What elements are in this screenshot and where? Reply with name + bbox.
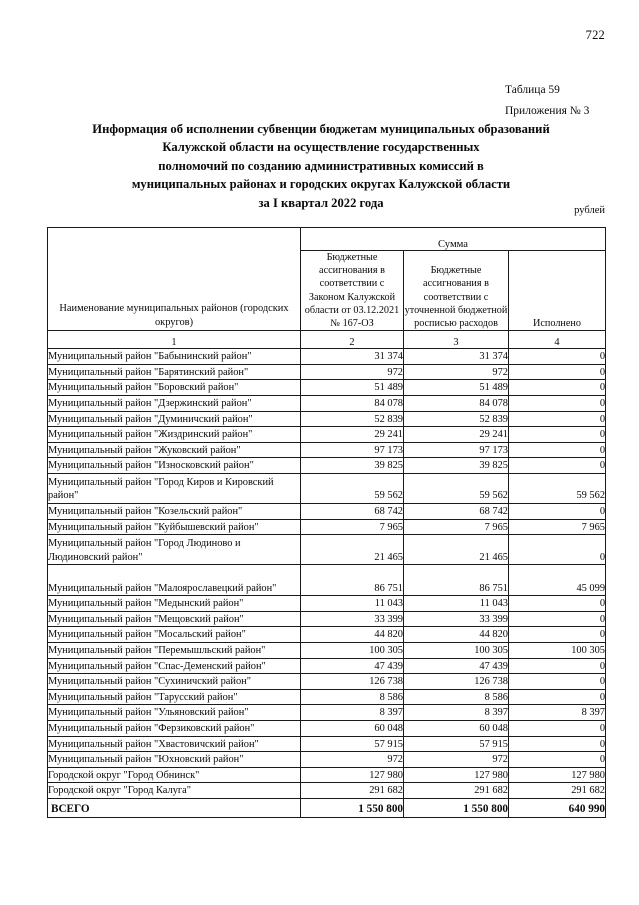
table-body: [48, 349, 606, 818]
cell-value-col-4: 0: [509, 736, 606, 752]
table-head: [48, 228, 606, 349]
cell-value-col-4: 0: [509, 674, 606, 690]
table-row: [48, 642, 606, 658]
header-col-4: Исполнено: [509, 251, 606, 331]
cell-value-col-3: 33 399: [404, 611, 509, 627]
table-row: [48, 736, 606, 752]
cell-value-col-3: 51 489: [404, 380, 509, 396]
cell-value-col-3: 57 915: [404, 736, 509, 752]
cell-value-col-3: 100 305: [404, 642, 509, 658]
cell-value-col-2: 44 820: [301, 627, 404, 643]
cell-value-col-2: 47 439: [301, 658, 404, 674]
title-line-4: муниципальных районах и городских округах Калужской области: [131, 177, 511, 192]
cell-value-col-3: 52 839: [404, 411, 509, 427]
page-title: [48, 120, 594, 212]
cell-value-col-2: 59 562: [301, 473, 404, 503]
cell-value-col-4: 0: [509, 596, 606, 612]
cell-value-col-4: 0: [509, 658, 606, 674]
cell-municipality-name: Муниципальный район "Сухиничский район": [48, 674, 301, 690]
column-number-3: 3: [404, 331, 509, 349]
table-head-row-group: [48, 228, 606, 251]
units-label: рублей: [574, 205, 605, 216]
cell-value-col-4: 59 562: [509, 473, 606, 503]
column-number-2: 2: [301, 331, 404, 349]
cell-value-col-2: 291 682: [301, 783, 404, 799]
cell-value-col-2: 60 048: [301, 720, 404, 736]
cell-value-col-4: 8 397: [509, 705, 606, 721]
cell-value-col-3: 47 439: [404, 658, 509, 674]
table-head-row-numbers: [48, 331, 606, 349]
cell-value-col-2: 52 839: [301, 411, 404, 427]
budget-table: [47, 227, 606, 818]
cell-value-col-4: 0: [509, 349, 606, 365]
table-row: [48, 535, 606, 565]
cell-municipality-name: Муниципальный район "Тарусский район": [48, 689, 301, 705]
table-row: [48, 658, 606, 674]
cell-municipality-name: Муниципальный район "Мещовский район": [48, 611, 301, 627]
table-row: [48, 767, 606, 783]
cell-value-col-2: 7 965: [301, 519, 404, 535]
cell-value-col-2: 51 489: [301, 380, 404, 396]
table-row: [48, 442, 606, 458]
cell-value-col-3: 39 825: [404, 458, 509, 474]
table-row: [48, 674, 606, 690]
total-value-col-2: 1 550 800: [301, 798, 404, 817]
page-number: 722: [585, 28, 605, 42]
title-line-2: Калужской области на осуществление государственных: [162, 140, 480, 155]
cell-municipality-name: Муниципальный район "Дзержинский район": [48, 396, 301, 412]
cell-municipality-name: Муниципальный район "Жиздринский район": [48, 427, 301, 443]
cell-value-col-3: 972: [404, 364, 509, 380]
table-total-row: [48, 798, 606, 817]
header-col-3: Бюджетные ассигнования в соответствии с уточненной бюджетной росписью расходов: [404, 251, 509, 331]
cell-value-col-2: 11 043: [301, 596, 404, 612]
title-line-5: за I квартал 2022 года: [258, 195, 384, 210]
cell-value-col-3: 44 820: [404, 627, 509, 643]
table-row: [48, 458, 606, 474]
cell-value-col-3: 8 586: [404, 689, 509, 705]
header-name-cell: Наименование муниципальных районов (городских округов): [48, 228, 301, 331]
cell-municipality-name: Муниципальный район "Козельский район": [48, 503, 301, 519]
table-row: [48, 396, 606, 412]
cell-value-col-2: 8 586: [301, 689, 404, 705]
title-line-3: полномочий по созданию административных комиссий в: [158, 158, 484, 173]
cell-value-col-2: 86 751: [301, 565, 404, 596]
cell-municipality-name: Муниципальный район "Перемышльский район": [48, 642, 301, 658]
cell-municipality-name: Муниципальный район "Город Людиново и Людиновский район": [48, 535, 301, 565]
table-row: [48, 380, 606, 396]
cell-municipality-name: Муниципальный район "Мосальский район": [48, 627, 301, 643]
cell-value-col-2: 39 825: [301, 458, 404, 474]
cell-municipality-name: Муниципальный район "Барятинский район": [48, 364, 301, 380]
table-row: [48, 783, 606, 799]
cell-value-col-4: 0: [509, 720, 606, 736]
cell-value-col-3: 84 078: [404, 396, 509, 412]
cell-municipality-name: Муниципальный район "Износковский район": [48, 458, 301, 474]
cell-value-col-2: 972: [301, 364, 404, 380]
table-row: [48, 364, 606, 380]
cell-value-col-4: 0: [509, 396, 606, 412]
cell-value-col-4: 127 980: [509, 767, 606, 783]
cell-value-col-4: 45 099: [509, 565, 606, 596]
cell-municipality-name: Муниципальный район "Куйбышевский район": [48, 519, 301, 535]
cell-value-col-4: 0: [509, 503, 606, 519]
cell-value-col-3: 126 738: [404, 674, 509, 690]
cell-value-col-2: 8 397: [301, 705, 404, 721]
cell-value-col-2: 972: [301, 752, 404, 768]
table-row: [48, 427, 606, 443]
cell-value-col-2: 29 241: [301, 427, 404, 443]
table-row: [48, 565, 606, 596]
cell-value-col-2: 33 399: [301, 611, 404, 627]
table-row: [48, 503, 606, 519]
header-col-2: Бюджетные ассигнования в соответствии с Законом Калужской области от 03.12.2021 № 167-ОЗ: [301, 251, 404, 331]
table-row: [48, 705, 606, 721]
table-row: [48, 611, 606, 627]
cell-value-col-3: 21 465: [404, 535, 509, 565]
total-value-col-3: 1 550 800: [404, 798, 509, 817]
cell-value-col-4: 100 305: [509, 642, 606, 658]
cell-municipality-name: Муниципальный район "Спас-Деменский район": [48, 658, 301, 674]
cell-value-col-3: 29 241: [404, 427, 509, 443]
caption-block: [435, 80, 605, 122]
column-number-4: 4: [509, 331, 606, 349]
cell-value-col-4: 0: [509, 535, 606, 565]
table-row: [48, 473, 606, 503]
cell-value-col-3: 972: [404, 752, 509, 768]
cell-value-col-4: 0: [509, 380, 606, 396]
total-value-col-4: 640 990: [509, 798, 606, 817]
cell-value-col-3: 97 173: [404, 442, 509, 458]
cell-value-col-4: 0: [509, 364, 606, 380]
title-line-1: Информация об исполнении субвенции бюджетам муниципальных образований: [92, 122, 550, 136]
cell-municipality-name: Муниципальный район "Бабынинский район": [48, 349, 301, 365]
cell-value-col-2: 21 465: [301, 535, 404, 565]
cell-municipality-name: Муниципальный район "Ферзиковский район": [48, 720, 301, 736]
cell-municipality-name: Муниципальный район "Думиничский район": [48, 411, 301, 427]
cell-municipality-name: Муниципальный район "Боровский район": [48, 380, 301, 396]
cell-municipality-name: Муниципальный район "Жуковский район": [48, 442, 301, 458]
cell-value-col-4: 0: [509, 442, 606, 458]
cell-value-col-4: 0: [509, 427, 606, 443]
cell-municipality-name: Муниципальный район "Город Киров и Кировский район": [48, 473, 301, 503]
cell-value-col-3: 86 751: [404, 565, 509, 596]
total-label: ВСЕГО: [48, 798, 301, 817]
cell-value-col-4: 0: [509, 689, 606, 705]
cell-value-col-2: 57 915: [301, 736, 404, 752]
cell-municipality-name: Муниципальный район "Медынский район": [48, 596, 301, 612]
cell-value-col-3: 7 965: [404, 519, 509, 535]
table-row: [48, 411, 606, 427]
cell-value-col-2: 68 742: [301, 503, 404, 519]
cell-value-col-3: 31 374: [404, 349, 509, 365]
column-number-1: 1: [48, 331, 301, 349]
cell-value-col-2: 126 738: [301, 674, 404, 690]
cell-value-col-4: 0: [509, 611, 606, 627]
table-row: [48, 720, 606, 736]
cell-municipality-name: Муниципальный район "Малоярославецкий район": [48, 565, 301, 596]
cell-value-col-3: 127 980: [404, 767, 509, 783]
cell-value-col-3: 59 562: [404, 473, 509, 503]
table-row: [48, 627, 606, 643]
cell-value-col-4: 0: [509, 627, 606, 643]
table-row: [48, 689, 606, 705]
table-row: [48, 349, 606, 365]
cell-municipality-name: Муниципальный район "Юхновский район": [48, 752, 301, 768]
cell-municipality-name: Городской округ "Город Калуга": [48, 783, 301, 799]
cell-value-col-2: 100 305: [301, 642, 404, 658]
cell-municipality-name: Муниципальный район "Хвастовичский район": [48, 736, 301, 752]
cell-municipality-name: Муниципальный район "Ульяновский район": [48, 705, 301, 721]
cell-value-col-3: 8 397: [404, 705, 509, 721]
cell-value-col-2: 97 173: [301, 442, 404, 458]
cell-value-col-3: 11 043: [404, 596, 509, 612]
table-row: [48, 596, 606, 612]
appendix-label: Приложения № 3: [505, 105, 590, 117]
cell-value-col-4: 7 965: [509, 519, 606, 535]
cell-value-col-2: 31 374: [301, 349, 404, 365]
header-group-sum: Сумма: [301, 228, 606, 251]
table-row: [48, 519, 606, 535]
cell-value-col-3: 291 682: [404, 783, 509, 799]
cell-value-col-2: 84 078: [301, 396, 404, 412]
table-label: Таблица 59: [505, 84, 560, 96]
cell-municipality-name: Городской округ "Город Обнинск": [48, 767, 301, 783]
cell-value-col-3: 60 048: [404, 720, 509, 736]
cell-value-col-4: 0: [509, 458, 606, 474]
cell-value-col-4: 0: [509, 411, 606, 427]
table-row: [48, 752, 606, 768]
cell-value-col-2: 127 980: [301, 767, 404, 783]
cell-value-col-4: 291 682: [509, 783, 606, 799]
cell-value-col-4: 0: [509, 752, 606, 768]
cell-value-col-3: 68 742: [404, 503, 509, 519]
